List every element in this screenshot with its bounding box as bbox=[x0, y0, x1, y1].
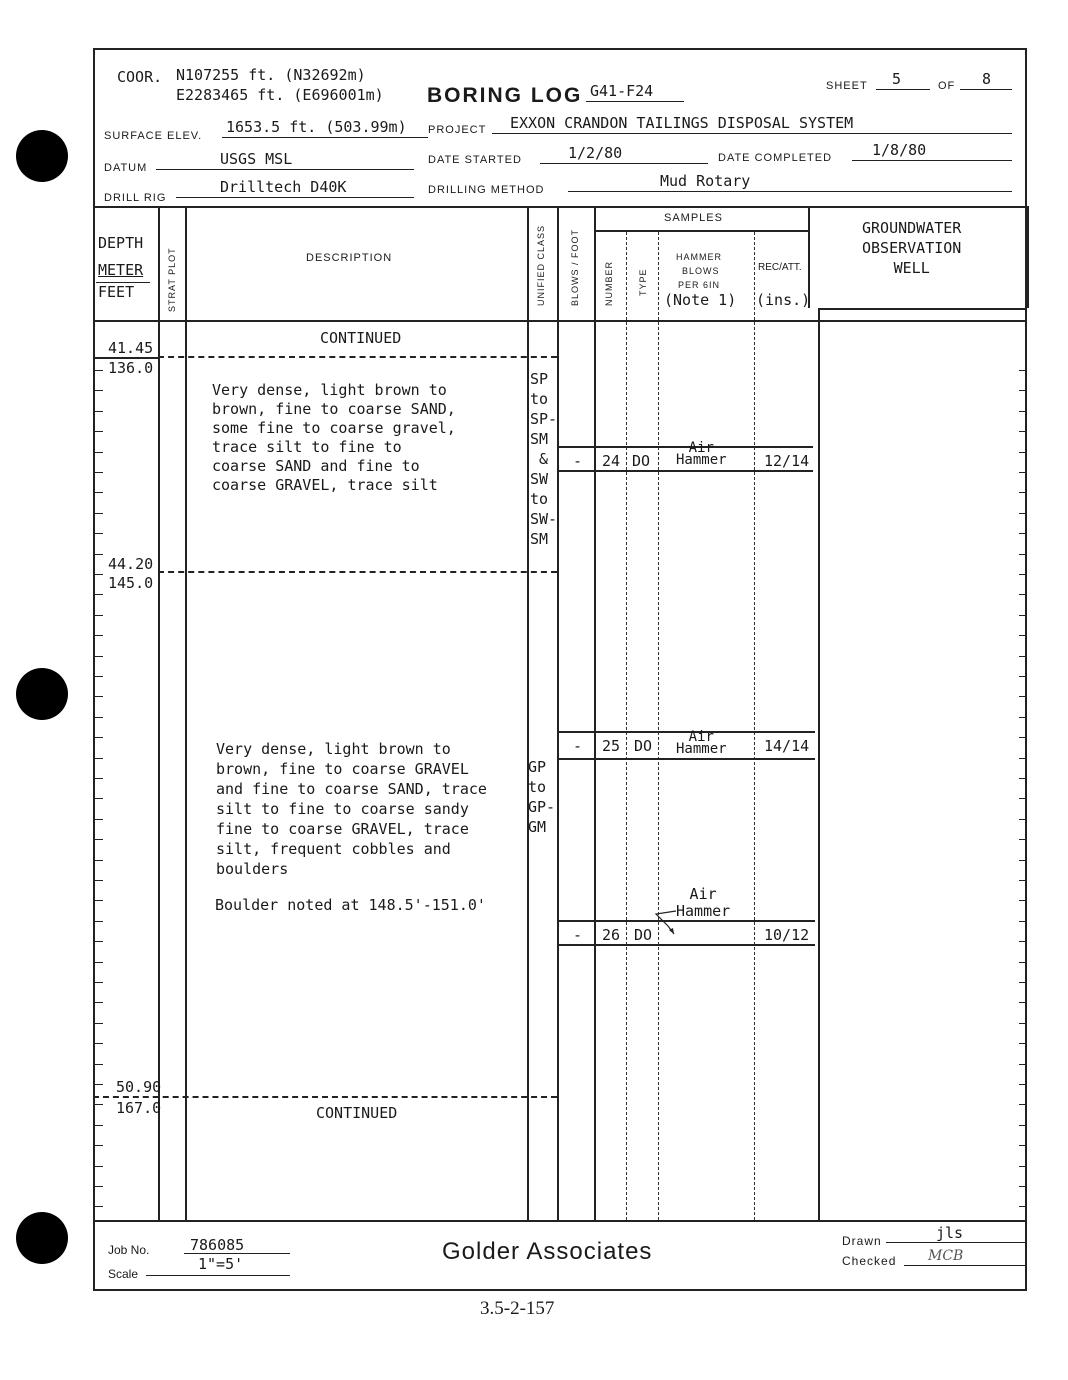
depth-tick bbox=[95, 1166, 103, 1167]
depth-tick-right bbox=[1019, 1043, 1027, 1044]
surface-elev-value: 1653.5 ft. (503.99m) bbox=[226, 118, 407, 136]
sample-hammer: Air Hammer bbox=[676, 885, 731, 920]
col-hammer-1: HAMMER bbox=[676, 252, 722, 262]
depth-tick bbox=[95, 860, 103, 861]
depth-top-feet: 136.0 bbox=[108, 359, 154, 377]
depth-tick bbox=[95, 1145, 103, 1146]
depth-tick bbox=[95, 880, 103, 881]
drill-rig-label: DRILL RIG bbox=[104, 192, 167, 204]
depth-tick-right bbox=[1019, 982, 1027, 983]
depth-tick-right bbox=[1019, 635, 1027, 636]
depth-tick-right bbox=[1019, 554, 1027, 555]
col-feet: FEET bbox=[98, 283, 135, 301]
depth-tick bbox=[95, 594, 103, 595]
drilling-method-label: DRILLING METHOD bbox=[428, 184, 545, 196]
sample-recovery: 14/14 bbox=[764, 737, 810, 755]
depth-tick bbox=[95, 839, 103, 840]
sample-type: DO bbox=[632, 452, 651, 470]
scale-value: 1"=5' bbox=[198, 1255, 244, 1273]
checked-label: Checked bbox=[842, 1254, 897, 1268]
depth-tick bbox=[95, 370, 103, 371]
depth-tick bbox=[95, 962, 103, 963]
depth-tick bbox=[95, 635, 103, 636]
depth-tick-right bbox=[1019, 758, 1027, 759]
depth-tick-right bbox=[1019, 676, 1027, 677]
date-started-label: DATE STARTED bbox=[428, 154, 522, 166]
depth-tick bbox=[95, 717, 103, 718]
depth-tick-right bbox=[1019, 1104, 1027, 1105]
sample-blows: - bbox=[573, 926, 583, 944]
coor-east: E2283465 ft. (E696001m) bbox=[176, 86, 384, 104]
depth-mid-feet: 145.0 bbox=[108, 574, 154, 592]
depth-tick-right bbox=[1019, 717, 1027, 718]
depth-bot-feet: 167.0 bbox=[116, 1099, 162, 1117]
sample-number: 26 bbox=[602, 926, 621, 944]
depth-tick-right bbox=[1019, 1002, 1027, 1003]
depth-tick-right bbox=[1019, 860, 1027, 861]
col-number: NUMBER bbox=[604, 260, 614, 306]
depth-tick-right bbox=[1019, 533, 1027, 534]
depth-tick-right bbox=[1019, 880, 1027, 881]
depth-tick bbox=[95, 1002, 103, 1003]
depth-tick-right bbox=[1019, 615, 1027, 616]
layer1-unified-class: SP to SP- SM & SW to SW- SM bbox=[530, 370, 558, 548]
layer-boundary-mid bbox=[158, 571, 557, 573]
depth-tick bbox=[95, 513, 103, 514]
header-divider bbox=[93, 206, 1027, 208]
depth-tick bbox=[95, 1104, 103, 1105]
job-no-label: Job No. bbox=[108, 1243, 150, 1257]
depth-tick-right bbox=[1019, 1186, 1027, 1187]
depth-tick bbox=[95, 1043, 103, 1044]
depth-tick-right bbox=[1019, 778, 1027, 779]
datum-value: USGS MSL bbox=[220, 150, 293, 168]
col-strat-plot: STRAT PLOT bbox=[167, 247, 177, 312]
coor-label: COOR. bbox=[117, 68, 163, 86]
depth-tick bbox=[95, 982, 103, 983]
col-depth: DEPTH bbox=[98, 234, 144, 252]
surface-elev-label: SURFACE ELEV. bbox=[104, 130, 203, 142]
depth-tick bbox=[95, 1206, 103, 1207]
project-value: EXXON CRANDON TAILINGS DISPOSAL SYSTEM bbox=[510, 114, 854, 132]
sheet-number: 5 bbox=[892, 70, 902, 88]
col-unified-class: UNIFIED CLASS bbox=[536, 224, 546, 306]
sample-blows: - bbox=[573, 452, 583, 470]
layer2-description: Very dense, light brown to brown, fine to coarse GRAVEL and fine to coarse SAND, trace silt to fine to coarse sandy fine to coarse GRAVEL, trace silt, frequent cobbles and boulders bbox=[216, 740, 487, 878]
depth-tick-right bbox=[1019, 472, 1027, 473]
drawn-label: Drawn bbox=[842, 1234, 882, 1248]
depth-tick-right bbox=[1019, 492, 1027, 493]
drill-rig-value: Drilltech D40K bbox=[220, 178, 347, 196]
depth-tick bbox=[95, 1186, 103, 1187]
depth-top-meter: 41.45 bbox=[108, 339, 154, 357]
punch-hole-bottom bbox=[16, 1212, 68, 1264]
depth-tick bbox=[95, 1023, 103, 1024]
depth-tick bbox=[95, 533, 103, 534]
job-no-value: 786085 bbox=[190, 1236, 245, 1254]
sample-number: 25 bbox=[602, 737, 621, 755]
depth-tick-right bbox=[1019, 798, 1027, 799]
depth-tick bbox=[95, 696, 103, 697]
continued-top: CONTINUED bbox=[320, 329, 402, 347]
sample-blows: - bbox=[573, 737, 583, 755]
leader-arrow-icon bbox=[650, 908, 684, 938]
depth-tick-right bbox=[1019, 411, 1027, 412]
col-blows-foot: BLOWS / FOOT bbox=[570, 228, 580, 306]
sample-hammer: Air Hammer bbox=[676, 440, 727, 468]
col-hammer-3: PER 6IN bbox=[678, 280, 721, 290]
col-samples: SAMPLES bbox=[664, 212, 723, 224]
project-label: PROJECT bbox=[428, 124, 487, 136]
sheet-label: SHEET bbox=[826, 80, 868, 92]
sample-recovery: 10/12 bbox=[764, 926, 810, 944]
column-header-divider bbox=[93, 320, 1027, 322]
drawn-value: jls bbox=[936, 1224, 964, 1242]
drilling-method-value: Mud Rotary bbox=[660, 172, 751, 190]
depth-tick bbox=[95, 921, 103, 922]
form-title: BORING LOG bbox=[427, 84, 583, 107]
depth-tick-right bbox=[1019, 900, 1027, 901]
coor-north: N107255 ft. (N32692m) bbox=[176, 66, 366, 84]
col-meter: METER bbox=[98, 261, 144, 279]
depth-tick bbox=[95, 390, 103, 391]
layer-boundary-bottom bbox=[93, 1096, 557, 1098]
col-hammer-2: BLOWS bbox=[682, 266, 720, 276]
depth-tick bbox=[95, 1064, 103, 1065]
depth-tick-right bbox=[1019, 941, 1027, 942]
depth-tick-right bbox=[1019, 696, 1027, 697]
depth-tick-right bbox=[1019, 1064, 1027, 1065]
scale-label: Scale bbox=[108, 1267, 139, 1281]
depth-tick-right bbox=[1019, 1206, 1027, 1207]
col-groundwater: GROUNDWATER OBSERVATION WELL bbox=[862, 219, 962, 277]
depth-tick-right bbox=[1019, 656, 1027, 657]
depth-tick-right bbox=[1019, 370, 1027, 371]
depth-tick-right bbox=[1019, 1023, 1027, 1024]
col-rec-ins: (ins.) bbox=[756, 291, 811, 309]
depth-tick bbox=[95, 1125, 103, 1126]
depth-tick-right bbox=[1019, 431, 1027, 432]
layer-boundary-top bbox=[158, 356, 557, 358]
depth-tick-right bbox=[1019, 594, 1027, 595]
layer2-note: Boulder noted at 148.5'-151.0' bbox=[215, 896, 486, 914]
sample-number: 24 bbox=[602, 452, 621, 470]
depth-tick bbox=[95, 452, 103, 453]
depth-tick bbox=[95, 615, 103, 616]
punch-hole-top bbox=[16, 130, 68, 182]
depth-tick bbox=[95, 941, 103, 942]
sample-type: DO bbox=[634, 926, 653, 944]
depth-tick bbox=[95, 778, 103, 779]
depth-tick bbox=[95, 411, 103, 412]
depth-tick-right bbox=[1019, 737, 1027, 738]
sample-type: DO bbox=[634, 737, 653, 755]
company-name: Golder Associates bbox=[442, 1238, 653, 1265]
depth-tick bbox=[95, 900, 103, 901]
col-description: DESCRIPTION bbox=[306, 252, 393, 264]
col-hammer-note: (Note 1) bbox=[664, 291, 737, 309]
depth-tick-right bbox=[1019, 574, 1027, 575]
boring-id: G41-F24 bbox=[590, 82, 654, 100]
col-type: TYPE bbox=[638, 268, 648, 296]
depth-tick-right bbox=[1019, 1166, 1027, 1167]
depth-tick-right bbox=[1019, 819, 1027, 820]
depth-tick-right bbox=[1019, 513, 1027, 514]
depth-tick bbox=[95, 737, 103, 738]
depth-tick bbox=[95, 492, 103, 493]
depth-tick-right bbox=[1019, 921, 1027, 922]
date-started-value: 1/2/80 bbox=[568, 144, 623, 162]
depth-tick bbox=[95, 676, 103, 677]
depth-tick bbox=[95, 798, 103, 799]
depth-tick bbox=[95, 554, 103, 555]
depth-tick-right bbox=[1019, 1145, 1027, 1146]
depth-tick bbox=[95, 819, 103, 820]
depth-tick bbox=[95, 758, 103, 759]
depth-tick-right bbox=[1019, 962, 1027, 963]
depth-tick bbox=[95, 431, 103, 432]
layer1-description: Very dense, light brown to brown, fine to coarse SAND, some fine to coarse gravel, trace silt to fine to coarse SAND and fine to coarse GRAVEL, trace silt bbox=[212, 381, 456, 494]
punch-hole-middle bbox=[16, 668, 68, 720]
of-label: OF bbox=[938, 80, 956, 92]
depth-tick-right bbox=[1019, 390, 1027, 391]
col-rec-att: REC/ATT. bbox=[758, 262, 802, 273]
page-number: 3.5-2-157 bbox=[480, 1298, 555, 1319]
log-bottom-line bbox=[93, 1220, 1027, 1222]
depth-tick-right bbox=[1019, 839, 1027, 840]
depth-tick-right bbox=[1019, 1125, 1027, 1126]
depth-bot-meter: 50.90 bbox=[116, 1078, 162, 1096]
depth-mid-meter: 44.20 bbox=[108, 555, 154, 573]
depth-tick bbox=[95, 574, 103, 575]
depth-tick bbox=[95, 656, 103, 657]
depth-tick-right bbox=[1019, 452, 1027, 453]
sheet-total: 8 bbox=[982, 70, 992, 88]
continued-bottom: CONTINUED bbox=[316, 1104, 398, 1122]
date-completed-value: 1/8/80 bbox=[872, 141, 927, 159]
depth-tick-right bbox=[1019, 1084, 1027, 1085]
date-completed-label: DATE COMPLETED bbox=[718, 152, 833, 164]
sample-recovery: 12/14 bbox=[764, 452, 810, 470]
depth-tick bbox=[95, 472, 103, 473]
layer2-unified-class: GP to GP- GM bbox=[528, 758, 556, 836]
datum-label: DATUM bbox=[104, 162, 148, 174]
sample-hammer: Air Hammer bbox=[676, 729, 727, 757]
checked-initials: MCB bbox=[928, 1248, 964, 1264]
depth-tick bbox=[95, 1084, 103, 1085]
